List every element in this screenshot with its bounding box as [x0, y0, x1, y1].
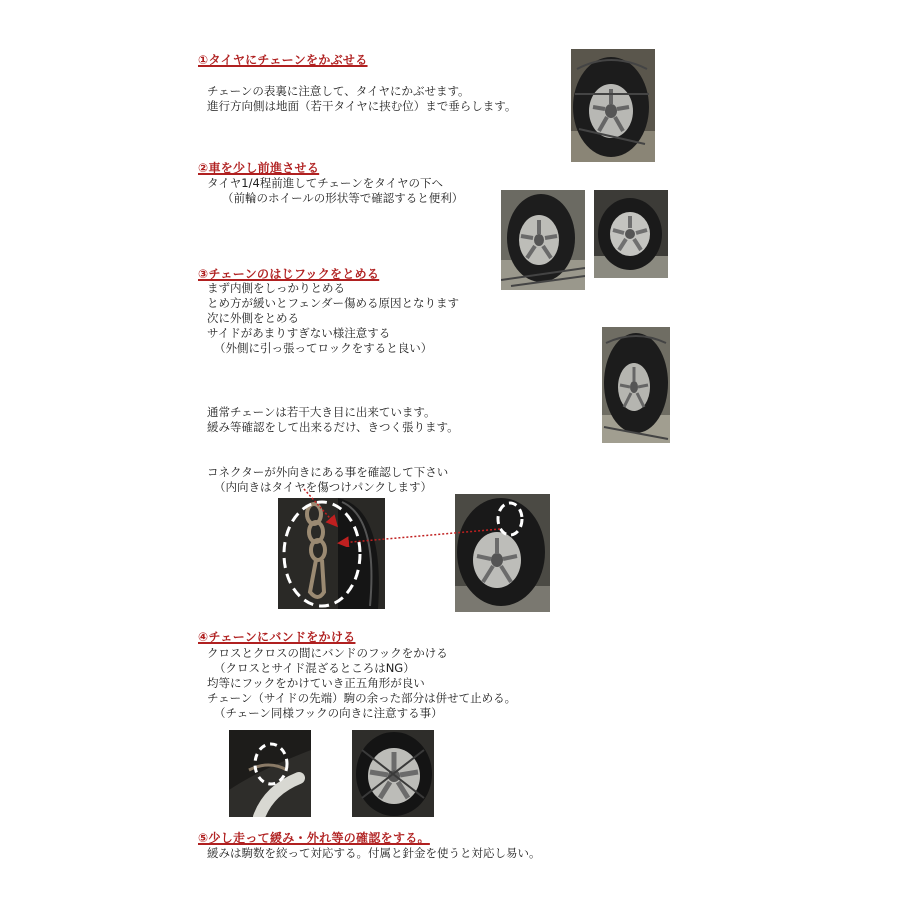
step1-line-2: 進行方向側は地面（若干タイヤに挟む位）まで垂らします。: [207, 99, 517, 113]
front-wheel-shape-photo: [594, 190, 668, 278]
step2-heading: ②車を少し前進させる: [198, 161, 320, 175]
step4-line-2: （クロスとサイド混ざるところはNG）: [214, 661, 415, 675]
step2-line-2: （前輪のホイールの形状等で確認すると便利）: [222, 191, 464, 205]
step3-line-1: まず内側をしっかりとめる: [207, 281, 345, 295]
step5-line-1: 緩みは駒数を絞って対応する。付属と針金を使うと対応し易い。: [207, 846, 541, 860]
connector-note-line-2: （内向きはタイヤを傷つけパンクします）: [214, 480, 433, 494]
tire-hook-fastened-photo: [602, 327, 670, 443]
step5-heading: ⑤少し走って緩み・外れ等の確認をする。: [198, 831, 430, 845]
chain-size-note-line-1: 通常チェーンは若干大き目に出来ています。: [207, 405, 436, 419]
connector-pointer-arrows: [300, 487, 510, 547]
tire-front-advance-photo: [501, 190, 585, 290]
connector-note-line-1: コネクターが外向きにある事を確認して下さい: [207, 465, 449, 479]
step3-line-2: とめ方が緩いとフェンダー傷める原因となります: [207, 296, 459, 310]
step4-line-4: チェーン（サイドの先端）駒の余った部分は併せて止める。: [207, 691, 517, 705]
step3-heading: ③チェーンのはじフックをとめる: [198, 267, 380, 281]
chain-size-note-line-2: 緩み等確認をして出来るだけ、きつく張ります。: [207, 420, 459, 434]
step4-line-1: クロスとクロスの間にバンドのフックをかける: [207, 646, 448, 660]
step4-line-3: 均等にフックをかけていき正五角形が良い: [207, 676, 425, 690]
step1-heading: ①タイヤにチェーンをかぶせる: [198, 53, 368, 67]
step2-line-1: タイヤ1/4程前進してチェーンをタイヤの下へ: [207, 176, 443, 190]
tire-chain-draped-photo: [571, 49, 655, 162]
step4-heading: ④チェーンにバンドをかける: [198, 630, 356, 644]
step4-line-5: （チェーン同様フックの向きに注意する事）: [214, 706, 443, 720]
step1-line-1: チェーンの表裏に注意して、タイヤにかぶせます。: [207, 84, 470, 98]
step3-line-3: 次に外側をとめる: [207, 311, 299, 325]
step3-line-4: サイドがあまりすぎない様注意する: [207, 326, 391, 340]
band-wheel-photo: [352, 730, 434, 817]
band-hook-closeup-photo: [229, 730, 311, 817]
step3-line-5: （外側に引っ張ってロックをすると良い）: [214, 341, 433, 355]
